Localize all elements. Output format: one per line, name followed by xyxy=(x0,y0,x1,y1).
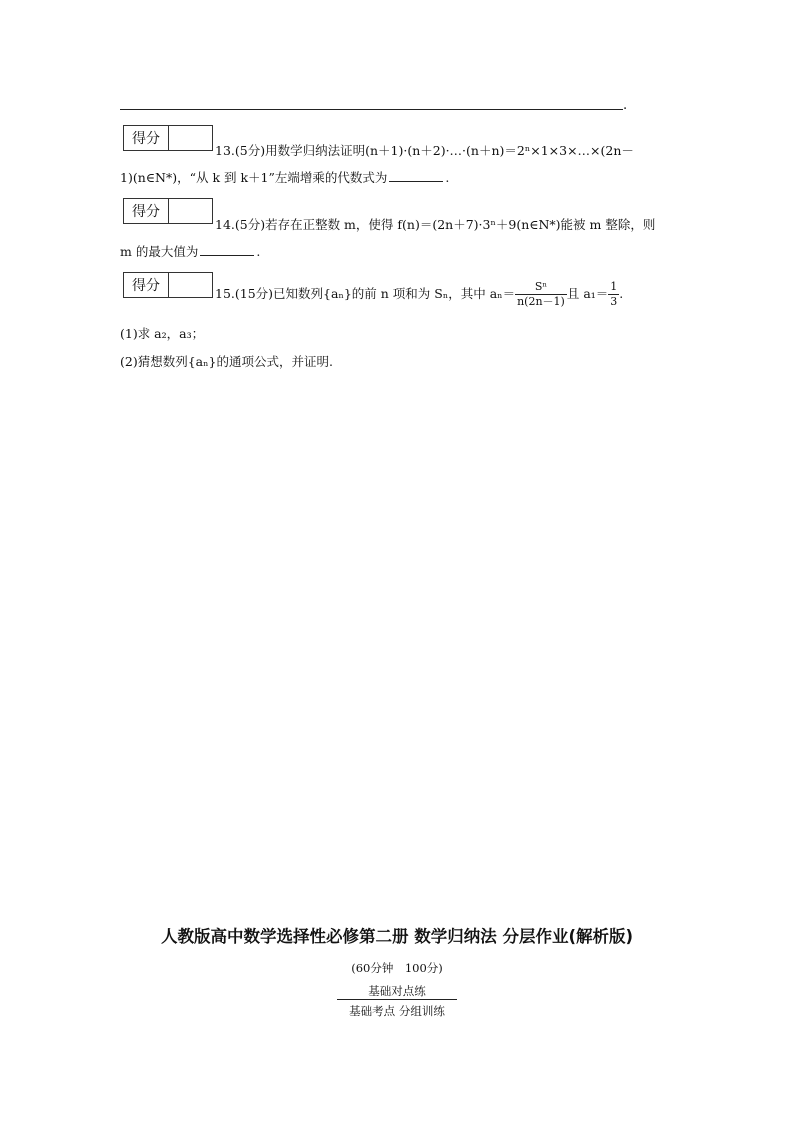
q15-fraction-a1 xyxy=(608,280,619,309)
q15-text-a: 15.(15分)已知数列{aₙ}的前 n 项和为 Sₙ，其中 aₙ＝ xyxy=(215,286,516,301)
document-title: 人教版高中数学选择性必修第二册 数学归纳法 分层作业(解析版) xyxy=(160,927,634,946)
q13-line1: 13.(5分)用数学归纳法证明(n＋1)·(n＋2)·…·(n＋n)＝2ⁿ×1×3×…×(2n－ xyxy=(215,143,634,158)
section-heading: 基础对点练 xyxy=(368,984,426,998)
q15-text-b: 且 a₁＝ xyxy=(566,286,609,301)
q13-line2-end: . xyxy=(445,170,450,185)
section-divider xyxy=(337,999,457,1000)
time-score-info: (60分钟 100分) xyxy=(351,961,443,975)
top-answer-line xyxy=(120,109,623,110)
score-box-15 xyxy=(123,272,213,298)
q15-frac1-denominator: n(2n－1) xyxy=(517,295,565,308)
q14-line1: 14.(5分)若存在正整数 m，使得 f(n)＝(2n＋7)·3ⁿ＋9(n∈N*)能被 m 整除，则 xyxy=(215,217,656,232)
q15-frac1-numerator: Sⁿ xyxy=(515,280,567,295)
q15-line1 xyxy=(215,280,623,309)
q14-answer-blank xyxy=(200,245,254,256)
score-value-cell xyxy=(169,273,212,297)
subsection-heading: 基础考点 分组训练 xyxy=(349,1004,445,1018)
score-label: 得分 xyxy=(124,273,169,297)
q14-line2 xyxy=(120,244,260,260)
q13-line2 xyxy=(120,170,449,186)
q15-part2: (2)猜想数列{aₙ}的通项公式，并证明. xyxy=(120,354,333,369)
top-answer-period: . xyxy=(623,98,628,113)
q15-part1: (1)求 a₂，a₃； xyxy=(120,326,205,341)
q14-line2-end: . xyxy=(256,244,261,259)
score-value-cell xyxy=(169,199,212,223)
q15-frac2-numerator: 1 xyxy=(610,280,618,293)
score-label: 得分 xyxy=(124,199,169,223)
q15-frac2-denominator: 3 xyxy=(610,295,618,308)
score-box-13 xyxy=(123,125,213,151)
q13-answer-blank xyxy=(389,171,443,182)
score-box-14 xyxy=(123,198,213,224)
q14-line2-text: m 的最大值为 xyxy=(120,244,199,259)
q15-text-c: . xyxy=(619,286,624,301)
q15-fraction-an xyxy=(515,280,567,309)
score-label: 得分 xyxy=(124,126,169,150)
score-value-cell xyxy=(169,126,212,150)
q13-line2-text: 1)(n∈N*)，“从 k 到 k＋1”左端增乘的代数式为 xyxy=(120,170,388,185)
